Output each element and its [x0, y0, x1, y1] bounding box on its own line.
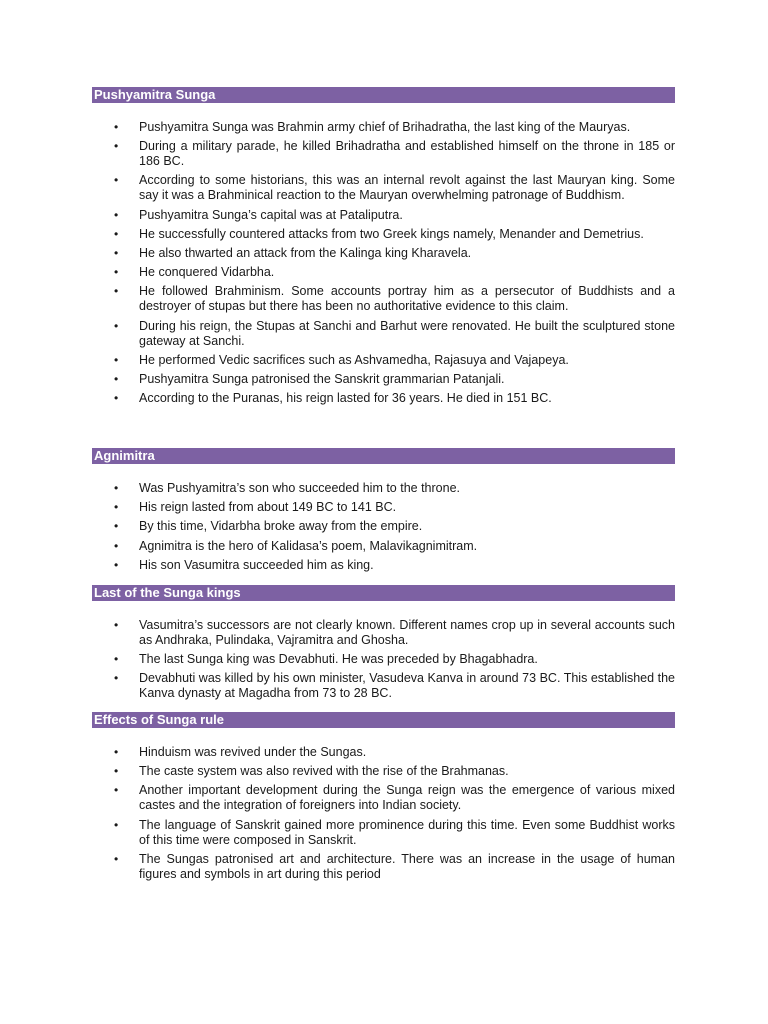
list-item: • The language of Sanskrit gained more prominence during this time. Even some Buddhist works of this time were composed in Sanskrit.	[92, 818, 675, 848]
section-effects-sunga-rule	[92, 712, 675, 886]
section-heading: Pushyamitra Sunga	[92, 87, 675, 103]
list-item: • He conquered Vidarbha.	[92, 265, 675, 280]
list-item: • According to some historians, this was an internal revolt against the last Mauryan king. Some say it was a Brahminical reaction to the Mauryan overwhelming patronage of Buddhism.	[92, 173, 675, 203]
list-item: • His son Vasumitra succeeded him as king.	[92, 558, 675, 573]
list-item: • The caste system was also revived with the rise of the Brahmanas.	[92, 764, 675, 779]
bullet-list	[92, 745, 675, 882]
list-item: • Pushyamitra Sunga was Brahmin army chief of Brihadratha, the last king of the Mauryas.	[92, 120, 675, 135]
list-item: • During his reign, the Stupas at Sanchi and Barhut were renovated. He built the sculptured stone gateway at Sanchi.	[92, 319, 675, 349]
section-pushyamitra-sunga	[92, 87, 675, 410]
list-item: • He also thwarted an attack from the Kalinga king Kharavela.	[92, 246, 675, 261]
section-last-sunga-kings	[92, 585, 675, 706]
list-item: • He followed Brahminism. Some accounts portray him as a persecutor of Buddhists and a destroyer of stupas but there has been no authoritative evidence to this claim.	[92, 284, 675, 314]
list-item: • During a military parade, he killed Brihadratha and established himself on the throne in 185 or 186 BC.	[92, 139, 675, 169]
section-heading: Effects of Sunga rule	[92, 712, 675, 728]
list-item: • By this time, Vidarbha broke away from the empire.	[92, 519, 675, 534]
list-item: • According to the Puranas, his reign lasted for 36 years. He died in 151 BC.	[92, 391, 675, 406]
list-item: • Another important development during the Sunga reign was the emergence of various mixed castes and the integration of foreigners into Indian society.	[92, 783, 675, 813]
section-heading: Last of the Sunga kings	[92, 585, 675, 601]
list-item: • The last Sunga king was Devabhuti. He was preceded by Bhagabhadra.	[92, 652, 675, 667]
section-heading: Agnimitra	[92, 448, 675, 464]
list-item: • Agnimitra is the hero of Kalidasa’s poem, Malavikagnimitram.	[92, 539, 675, 554]
list-item: • Devabhuti was killed by his own minister, Vasudeva Kanva in around 73 BC. This established the Kanva dynasty at Magadha from 73 to 28 BC.	[92, 671, 675, 701]
list-item: • He performed Vedic sacrifices such as Ashvamedha, Rajasuya and Vajapeya.	[92, 353, 675, 368]
list-item: • Pushyamitra Sunga patronised the Sanskrit grammarian Patanjali.	[92, 372, 675, 387]
list-item: • Vasumitra’s successors are not clearly known. Different names crop up in several accounts such as Andhraka, Pulindaka, Vajramitra and Ghosha.	[92, 618, 675, 648]
list-item: • Was Pushyamitra’s son who succeeded him to the throne.	[92, 481, 675, 496]
list-item: • Hinduism was revived under the Sungas.	[92, 745, 675, 760]
list-item: • He successfully countered attacks from two Greek kings namely, Menander and Demetrius.	[92, 227, 675, 242]
bullet-list	[92, 120, 675, 406]
section-agnimitra	[92, 448, 675, 577]
bullet-list	[92, 481, 675, 573]
list-item: • His reign lasted from about 149 BC to 141 BC.	[92, 500, 675, 515]
list-item: • Pushyamitra Sunga’s capital was at Pataliputra.	[92, 208, 675, 223]
list-item: • The Sungas patronised art and architecture. There was an increase in the usage of human figures and symbols in art during this period	[92, 852, 675, 882]
bullet-list	[92, 618, 675, 701]
